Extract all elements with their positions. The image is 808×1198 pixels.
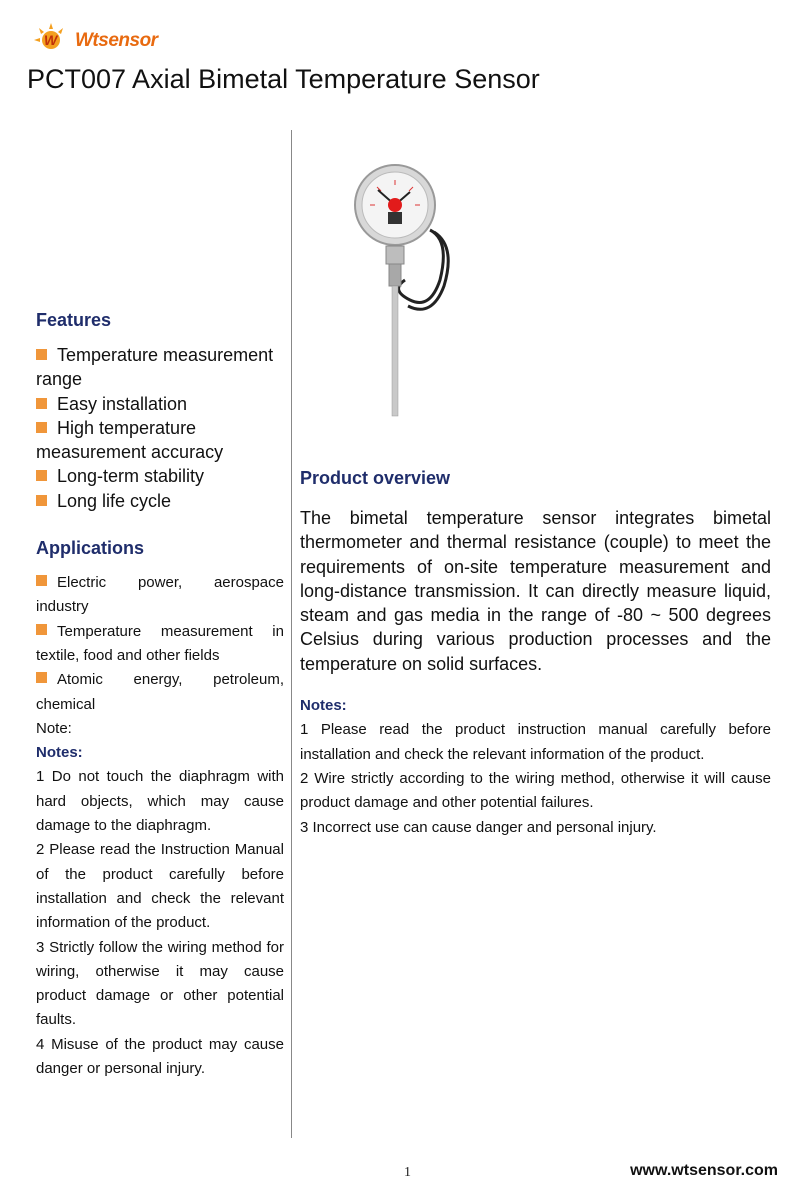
note-item: 4 Misuse of the product may cause danger or personal injury. — [36, 1035, 284, 1078]
page-number: 1 — [404, 1165, 411, 1180]
list-item: Electric power, aerospace industry — [36, 574, 284, 616]
overview-notes — [300, 694, 771, 840]
notes-heading: Notes: — [300, 697, 347, 715]
note-item: 1 Please read the product instruction manual carefully before installation and check the relevant information of the product. — [300, 721, 771, 763]
column-divider — [291, 130, 292, 1138]
list-item: Long-term stability — [36, 464, 284, 488]
square-bullet-icon — [36, 624, 47, 635]
list-item: Temperature measurement in textile, food and other fields — [36, 622, 284, 664]
square-bullet-icon — [36, 575, 47, 586]
list-item: Easy installation — [36, 392, 284, 416]
list-item: High temperature measurement accuracy — [36, 417, 224, 463]
features-heading: Features — [36, 310, 112, 330]
note-item: 1 Do not touch the diaphragm with hard objects, which may cause damage to the diaphragm. — [36, 768, 284, 835]
notes-heading: Notes: — [36, 744, 83, 762]
note-item: 2 Wire strictly according to the wiring method, otherwise it will cause product damage and other potential failures. — [300, 769, 771, 812]
note-label: Note: — [36, 719, 72, 737]
list-item: Long life cycle — [36, 489, 284, 513]
square-bullet-icon — [36, 349, 47, 360]
brand-logo — [33, 20, 158, 56]
note-item: 3 Incorrect use can cause danger and personal injury. — [300, 818, 657, 836]
square-bullet-icon — [36, 470, 47, 481]
square-bullet-icon — [36, 495, 47, 506]
svg-text:W: W — [44, 32, 58, 48]
brand-logo-text: Wtsensor — [75, 30, 158, 51]
note-item: 3 Strictly follow the wiring method for wiring, otherwise it may cause product damage or other potential faults. — [36, 938, 284, 1029]
list-item: Atomic energy, petroleum, chemical — [36, 671, 284, 713]
note-item: 2 Please read the Instruction Manual of the product carefully before installation and check the relevant information of the product. — [36, 841, 284, 932]
features-list — [36, 343, 284, 513]
page-title: PCT007 Axial Bimetal Temperature Sensor — [27, 64, 540, 94]
list-item: Temperature measurement range — [36, 345, 274, 390]
square-bullet-icon — [36, 672, 47, 683]
overview-heading: Product overview — [300, 468, 451, 488]
square-bullet-icon — [36, 422, 47, 433]
left-column — [36, 310, 284, 1081]
overview-text: The bimetal temperature sensor integrates bimetal thermometer and thermal resistance (couple) to meet the requirements of on-site temperature measurement and long-distance transmission. It can directly measure liquid, steam and gas media in the range of -80 ~ 500 degrees Celsius during various production processes and the temperature on solid surfaces. — [300, 508, 771, 674]
applications-list — [36, 571, 284, 1081]
applications-heading: Applications — [36, 538, 145, 559]
sun-logo-icon — [33, 20, 77, 56]
product-photo — [330, 160, 480, 425]
website-url: www.wtsensor.com — [630, 1162, 778, 1179]
right-column — [300, 468, 771, 840]
square-bullet-icon — [36, 398, 47, 409]
